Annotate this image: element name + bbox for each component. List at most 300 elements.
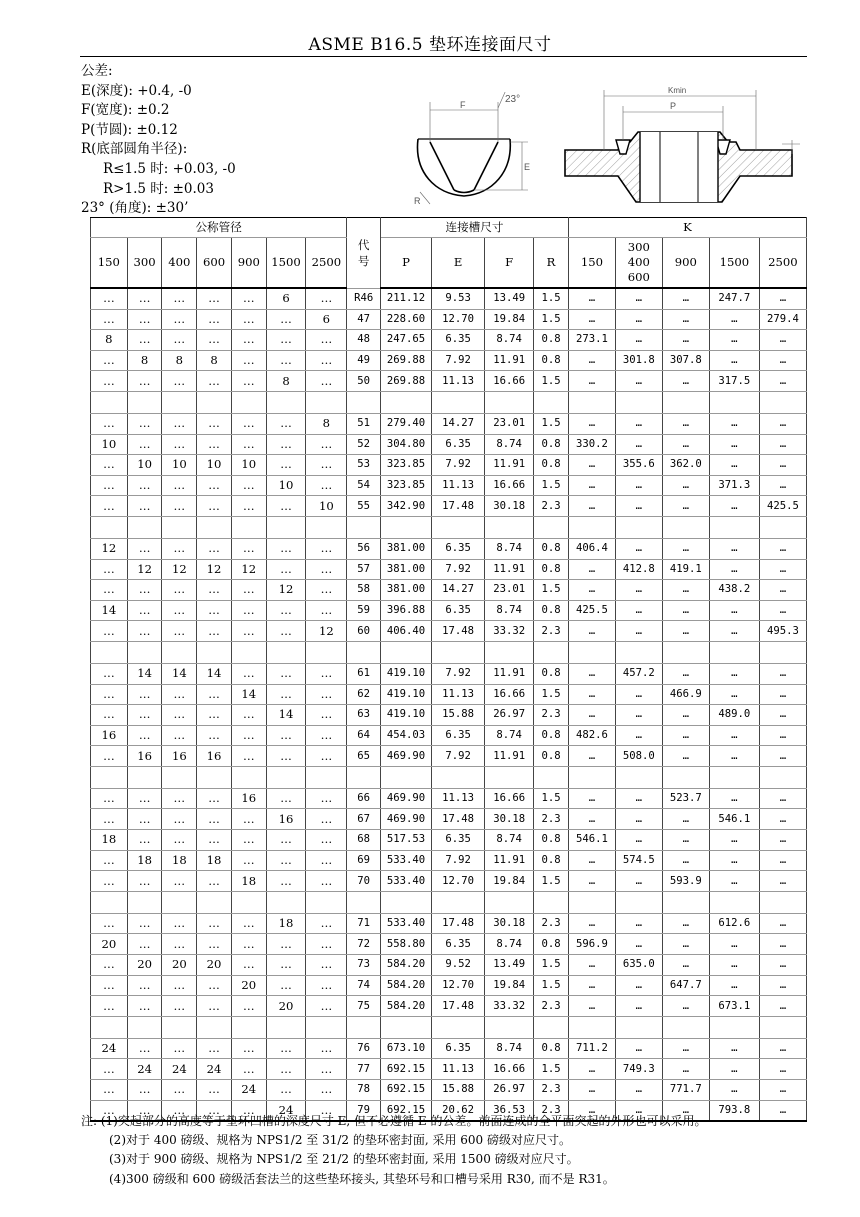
table-cell: … bbox=[568, 809, 615, 830]
table-cell: 0.8 bbox=[534, 934, 569, 955]
table-cell bbox=[91, 1016, 128, 1038]
table-cell: 17.48 bbox=[432, 913, 485, 934]
table-cell: 269.88 bbox=[381, 350, 432, 371]
table-cell: 7.92 bbox=[432, 559, 485, 580]
table-cell: … bbox=[662, 1100, 709, 1121]
table-cell: 323.85 bbox=[381, 455, 432, 476]
table-cell: … bbox=[91, 309, 128, 330]
table-cell bbox=[231, 641, 266, 663]
table-cell: … bbox=[709, 684, 759, 705]
table-cell: 20 bbox=[162, 955, 197, 976]
table-row bbox=[91, 934, 807, 955]
table-cell: 0.8 bbox=[534, 330, 569, 351]
table-cell: 457.2 bbox=[615, 663, 662, 684]
header-groove-p: P bbox=[381, 238, 432, 289]
table-cell: 304.80 bbox=[381, 434, 432, 455]
table-cell: … bbox=[568, 496, 615, 517]
table-cell: … bbox=[662, 600, 709, 621]
table-cell: 10 bbox=[266, 475, 306, 496]
table-row bbox=[91, 288, 807, 309]
table-cell: … bbox=[759, 350, 806, 371]
table-cell: R46 bbox=[347, 288, 381, 309]
table-cell: … bbox=[197, 1100, 232, 1121]
table-cell bbox=[534, 641, 569, 663]
table-cell: … bbox=[615, 996, 662, 1017]
table-row bbox=[91, 559, 807, 580]
table-cell: … bbox=[231, 621, 266, 642]
table-cell: 546.1 bbox=[709, 809, 759, 830]
table-cell: … bbox=[231, 496, 266, 517]
table-cell: … bbox=[568, 1059, 615, 1080]
table-cell: … bbox=[615, 1100, 662, 1121]
header-nps-1500: 1500 bbox=[266, 238, 306, 289]
table-cell: 0.8 bbox=[534, 746, 569, 767]
table-cell: … bbox=[759, 559, 806, 580]
table-cell: … bbox=[266, 538, 306, 559]
figure-label-e: E bbox=[524, 162, 531, 172]
ring-joint-dimension-table bbox=[90, 217, 807, 1122]
table-cell: 247.7 bbox=[709, 288, 759, 309]
table-cell: 14.27 bbox=[432, 580, 485, 601]
table-cell: 55 bbox=[347, 496, 381, 517]
table-cell: … bbox=[91, 850, 128, 871]
table-cell: … bbox=[615, 1080, 662, 1101]
tolerance-e: E(深度): +0.4, -0 bbox=[81, 82, 192, 99]
table-cell: 1.5 bbox=[534, 309, 569, 330]
table-cell: 15.88 bbox=[432, 705, 485, 726]
table-cell: 33.32 bbox=[485, 621, 534, 642]
table-cell: 6 bbox=[266, 288, 306, 309]
table-cell bbox=[568, 1016, 615, 1038]
table-cell: … bbox=[127, 475, 162, 496]
table-cell: … bbox=[266, 621, 306, 642]
table-cell: 76 bbox=[347, 1038, 381, 1059]
table-cell: 52 bbox=[347, 434, 381, 455]
table-cell: 6.35 bbox=[432, 830, 485, 851]
table-cell bbox=[127, 1016, 162, 1038]
table-cell: 24 bbox=[162, 1059, 197, 1080]
table-cell: 66 bbox=[347, 788, 381, 809]
table-cell bbox=[485, 891, 534, 913]
table-cell: … bbox=[91, 975, 128, 996]
table-cell bbox=[231, 766, 266, 788]
table-cell: 15.88 bbox=[432, 1080, 485, 1101]
table-cell: 8.74 bbox=[485, 330, 534, 351]
table-cell bbox=[662, 766, 709, 788]
table-cell: … bbox=[127, 434, 162, 455]
table-cell: … bbox=[709, 309, 759, 330]
table-cell bbox=[709, 516, 759, 538]
table-cell: … bbox=[127, 309, 162, 330]
table-cell bbox=[759, 891, 806, 913]
header-groove-r: R bbox=[534, 238, 569, 289]
table-cell: … bbox=[231, 934, 266, 955]
table-cell: 1.5 bbox=[534, 288, 569, 309]
table-cell: … bbox=[162, 475, 197, 496]
table-cell: … bbox=[568, 913, 615, 934]
table-cell: 1.5 bbox=[534, 580, 569, 601]
table-cell: 68 bbox=[347, 830, 381, 851]
table-cell: 6.35 bbox=[432, 600, 485, 621]
table-cell: 0.8 bbox=[534, 830, 569, 851]
table-cell: … bbox=[91, 1059, 128, 1080]
table-row bbox=[91, 996, 807, 1017]
table-cell: 56 bbox=[347, 538, 381, 559]
table-cell: … bbox=[91, 746, 128, 767]
table-cell: 489.0 bbox=[709, 705, 759, 726]
table-cell: … bbox=[197, 684, 232, 705]
table-cell: 20 bbox=[91, 934, 128, 955]
table-cell: … bbox=[568, 413, 615, 434]
table-cell: 2.3 bbox=[534, 1080, 569, 1101]
table-cell: 419.10 bbox=[381, 663, 432, 684]
table-cell: … bbox=[231, 830, 266, 851]
table-cell: 692.15 bbox=[381, 1080, 432, 1101]
table-cell: 269.88 bbox=[381, 371, 432, 392]
table-cell: 2.3 bbox=[534, 809, 569, 830]
table-cell: … bbox=[709, 621, 759, 642]
table-cell: … bbox=[759, 413, 806, 434]
table-cell: … bbox=[231, 809, 266, 830]
table-cell: … bbox=[231, 725, 266, 746]
table-cell: 24 bbox=[127, 1059, 162, 1080]
tolerance-r: R(底部圆角半径): bbox=[81, 141, 188, 158]
table-cell bbox=[615, 891, 662, 913]
table-cell: … bbox=[615, 830, 662, 851]
table-cell: 30.18 bbox=[485, 913, 534, 934]
table-row bbox=[91, 830, 807, 851]
table-cell: 18 bbox=[127, 850, 162, 871]
table-cell: 63 bbox=[347, 705, 381, 726]
table-cell: 16.66 bbox=[485, 684, 534, 705]
table-row bbox=[91, 1080, 807, 1101]
table-cell: 24 bbox=[266, 1100, 306, 1121]
table-row bbox=[91, 580, 807, 601]
table-row bbox=[91, 705, 807, 726]
table-cell: 533.40 bbox=[381, 913, 432, 934]
table-cell: 381.00 bbox=[381, 559, 432, 580]
table-cell: 8 bbox=[266, 371, 306, 392]
table-cell: … bbox=[568, 455, 615, 476]
table-cell bbox=[266, 1016, 306, 1038]
table-cell bbox=[231, 891, 266, 913]
table-cell: … bbox=[162, 371, 197, 392]
table-cell: … bbox=[759, 705, 806, 726]
table-cell: 0.8 bbox=[534, 434, 569, 455]
table-cell: 57 bbox=[347, 559, 381, 580]
table-cell: … bbox=[759, 288, 806, 309]
table-cell: … bbox=[759, 475, 806, 496]
header-nps-900: 900 bbox=[231, 238, 266, 289]
table-cell: … bbox=[197, 496, 232, 517]
table-cell: … bbox=[197, 621, 232, 642]
table-cell bbox=[197, 641, 232, 663]
table-cell: … bbox=[127, 621, 162, 642]
table-cell: … bbox=[615, 871, 662, 892]
table-row bbox=[91, 455, 807, 476]
table-cell: 14 bbox=[231, 684, 266, 705]
table-cell: 584.20 bbox=[381, 955, 432, 976]
table-cell: … bbox=[197, 309, 232, 330]
table-cell: … bbox=[197, 330, 232, 351]
table-cell: 16 bbox=[127, 746, 162, 767]
table-cell: 12.70 bbox=[432, 309, 485, 330]
table-cell: … bbox=[162, 600, 197, 621]
table-cell: … bbox=[197, 996, 232, 1017]
table-cell bbox=[347, 1016, 381, 1038]
table-cell bbox=[306, 1016, 347, 1038]
table-cell: … bbox=[615, 413, 662, 434]
table-cell: … bbox=[306, 996, 347, 1017]
table-cell: … bbox=[759, 975, 806, 996]
table-cell bbox=[615, 1016, 662, 1038]
table-cell: … bbox=[162, 288, 197, 309]
table-cell bbox=[759, 391, 806, 413]
table-cell: 16 bbox=[91, 725, 128, 746]
table-cell: … bbox=[231, 705, 266, 726]
table-spacer-row bbox=[91, 391, 807, 413]
table-cell: … bbox=[709, 955, 759, 976]
table-cell: … bbox=[231, 475, 266, 496]
table-cell: 406.40 bbox=[381, 621, 432, 642]
table-cell: … bbox=[127, 1080, 162, 1101]
table-row bbox=[91, 975, 807, 996]
table-cell: … bbox=[709, 663, 759, 684]
table-cell: 65 bbox=[347, 746, 381, 767]
table-cell: … bbox=[759, 580, 806, 601]
table-cell: 273.1 bbox=[568, 330, 615, 351]
table-cell: … bbox=[127, 1038, 162, 1059]
header-k-group: K bbox=[568, 218, 806, 238]
table-cell: … bbox=[568, 788, 615, 809]
header-k-col-1: 300 400 600 bbox=[615, 238, 662, 289]
table-cell: … bbox=[662, 413, 709, 434]
table-cell: … bbox=[266, 871, 306, 892]
table-cell: 8.74 bbox=[485, 538, 534, 559]
table-cell: 12.70 bbox=[432, 975, 485, 996]
header-code bbox=[347, 218, 381, 289]
table-cell: 7.92 bbox=[432, 455, 485, 476]
table-cell: … bbox=[709, 850, 759, 871]
table-row bbox=[91, 1038, 807, 1059]
table-cell: 11.91 bbox=[485, 350, 534, 371]
tolerance-block bbox=[81, 62, 236, 219]
table-cell: … bbox=[615, 330, 662, 351]
table-cell: … bbox=[759, 1038, 806, 1059]
table-cell: 8.74 bbox=[485, 830, 534, 851]
table-cell bbox=[662, 391, 709, 413]
table-cell: 211.12 bbox=[381, 288, 432, 309]
table-cell: … bbox=[662, 746, 709, 767]
table-cell: … bbox=[231, 580, 266, 601]
table-cell bbox=[709, 1016, 759, 1038]
table-cell: … bbox=[615, 788, 662, 809]
table-cell: 425.5 bbox=[568, 600, 615, 621]
notes-block bbox=[81, 1112, 706, 1189]
table-cell: … bbox=[231, 1059, 266, 1080]
table-cell: … bbox=[615, 538, 662, 559]
table-cell: 1.5 bbox=[534, 788, 569, 809]
table-cell: … bbox=[568, 1100, 615, 1121]
header-groove-f: F bbox=[485, 238, 534, 289]
table-cell bbox=[568, 516, 615, 538]
table-cell: 53 bbox=[347, 455, 381, 476]
table-cell: … bbox=[231, 1100, 266, 1121]
table-cell bbox=[162, 641, 197, 663]
tolerance-angle: 23° (角度): ±30’ bbox=[81, 200, 189, 217]
table-cell: … bbox=[615, 934, 662, 955]
table-cell: … bbox=[615, 975, 662, 996]
table-cell: 584.20 bbox=[381, 975, 432, 996]
table-cell bbox=[266, 391, 306, 413]
table-cell: … bbox=[306, 580, 347, 601]
header-nps-150: 150 bbox=[91, 238, 128, 289]
table-cell: 466.9 bbox=[662, 684, 709, 705]
table-cell: … bbox=[231, 309, 266, 330]
table-cell bbox=[662, 1016, 709, 1038]
table-cell: … bbox=[162, 621, 197, 642]
table-cell: … bbox=[197, 288, 232, 309]
table-cell: … bbox=[662, 955, 709, 976]
table-cell: 406.4 bbox=[568, 538, 615, 559]
table-cell bbox=[568, 766, 615, 788]
table-cell: 279.40 bbox=[381, 413, 432, 434]
table-cell: … bbox=[197, 809, 232, 830]
table-cell: … bbox=[615, 496, 662, 517]
table-cell: … bbox=[759, 434, 806, 455]
table-cell bbox=[197, 1016, 232, 1038]
table-cell: 1.5 bbox=[534, 1059, 569, 1080]
table-cell: 62 bbox=[347, 684, 381, 705]
table-cell: … bbox=[306, 1100, 347, 1121]
table-cell: 18 bbox=[197, 850, 232, 871]
table-cell: … bbox=[197, 538, 232, 559]
table-cell: 26.97 bbox=[485, 1080, 534, 1101]
table-cell: 8 bbox=[162, 350, 197, 371]
table-cell: … bbox=[127, 788, 162, 809]
table-cell: … bbox=[709, 350, 759, 371]
table-cell: … bbox=[91, 496, 128, 517]
table-cell: … bbox=[662, 850, 709, 871]
table-cell bbox=[534, 766, 569, 788]
table-cell: … bbox=[306, 975, 347, 996]
table-cell: … bbox=[91, 705, 128, 726]
table-cell: … bbox=[662, 1059, 709, 1080]
table-cell: 6 bbox=[306, 309, 347, 330]
table-cell: 495.3 bbox=[759, 621, 806, 642]
table-cell: … bbox=[231, 330, 266, 351]
table-cell: 51 bbox=[347, 413, 381, 434]
table-cell: … bbox=[615, 309, 662, 330]
table-cell bbox=[568, 391, 615, 413]
table-cell: … bbox=[759, 871, 806, 892]
table-cell: 24 bbox=[197, 1059, 232, 1080]
table-cell: 17.48 bbox=[432, 996, 485, 1017]
table-cell: 10 bbox=[162, 455, 197, 476]
table-cell: … bbox=[162, 1100, 197, 1121]
table-cell: … bbox=[91, 455, 128, 476]
table-cell: 419.1 bbox=[662, 559, 709, 580]
table-cell: … bbox=[709, 600, 759, 621]
table-cell: … bbox=[709, 496, 759, 517]
table-cell: … bbox=[709, 559, 759, 580]
table-cell: 16.66 bbox=[485, 1059, 534, 1080]
table-cell: 2.3 bbox=[534, 996, 569, 1017]
table-cell: … bbox=[306, 934, 347, 955]
table-cell: 12 bbox=[162, 559, 197, 580]
header-k-col-4: 2500 bbox=[759, 238, 806, 289]
table-cell bbox=[127, 391, 162, 413]
table-cell: … bbox=[615, 288, 662, 309]
table-cell bbox=[266, 891, 306, 913]
table-cell bbox=[485, 391, 534, 413]
table-cell: 2.3 bbox=[534, 705, 569, 726]
table-cell: … bbox=[266, 600, 306, 621]
table-cell: … bbox=[306, 955, 347, 976]
table-cell bbox=[534, 891, 569, 913]
table-cell: … bbox=[266, 830, 306, 851]
table-cell: … bbox=[615, 580, 662, 601]
table-cell: 18 bbox=[162, 850, 197, 871]
table-cell bbox=[662, 516, 709, 538]
table-cell: … bbox=[709, 725, 759, 746]
table-cell: … bbox=[306, 913, 347, 934]
table-cell: … bbox=[568, 371, 615, 392]
table-cell: … bbox=[662, 705, 709, 726]
table-cell bbox=[162, 891, 197, 913]
groove-section-figure bbox=[410, 92, 540, 207]
table-cell: 8.74 bbox=[485, 434, 534, 455]
table-cell: … bbox=[759, 830, 806, 851]
table-cell: 711.2 bbox=[568, 1038, 615, 1059]
table-cell: 279.4 bbox=[759, 309, 806, 330]
table-cell: 1.5 bbox=[534, 871, 569, 892]
table-cell: 1.5 bbox=[534, 371, 569, 392]
table-cell: … bbox=[568, 288, 615, 309]
tolerance-r-large: R>1.5 时: ±0.03 bbox=[103, 180, 214, 197]
table-cell: … bbox=[266, 1080, 306, 1101]
table-cell: … bbox=[91, 475, 128, 496]
table-cell: 362.0 bbox=[662, 455, 709, 476]
table-cell: 54 bbox=[347, 475, 381, 496]
table-cell: 412.8 bbox=[615, 559, 662, 580]
table-cell: … bbox=[162, 330, 197, 351]
table-cell: … bbox=[759, 809, 806, 830]
table-cell bbox=[91, 766, 128, 788]
table-cell: 635.0 bbox=[615, 955, 662, 976]
table-cell: … bbox=[127, 934, 162, 955]
table-cell: … bbox=[306, 850, 347, 871]
table-cell: … bbox=[306, 434, 347, 455]
header-groove-group: 连接槽尺寸 bbox=[381, 218, 569, 238]
table-cell: … bbox=[127, 871, 162, 892]
table-cell bbox=[568, 641, 615, 663]
table-cell bbox=[306, 641, 347, 663]
table-cell bbox=[231, 516, 266, 538]
table-spacer-row bbox=[91, 766, 807, 788]
table-cell: 469.90 bbox=[381, 746, 432, 767]
note-4: (4)300 磅级和 600 磅级活套法兰的这些垫环接头, 其垫环号和口槽号采用 R30, 而不是 R31。 bbox=[109, 1171, 615, 1186]
table-cell: 0.8 bbox=[534, 600, 569, 621]
table-cell bbox=[197, 766, 232, 788]
table-cell bbox=[347, 391, 381, 413]
table-cell: 14.27 bbox=[432, 413, 485, 434]
table-cell: … bbox=[306, 1038, 347, 1059]
table-cell: 673.10 bbox=[381, 1038, 432, 1059]
table-cell: … bbox=[709, 1080, 759, 1101]
table-cell: 70 bbox=[347, 871, 381, 892]
figure-label-angle: 23° bbox=[505, 94, 521, 105]
